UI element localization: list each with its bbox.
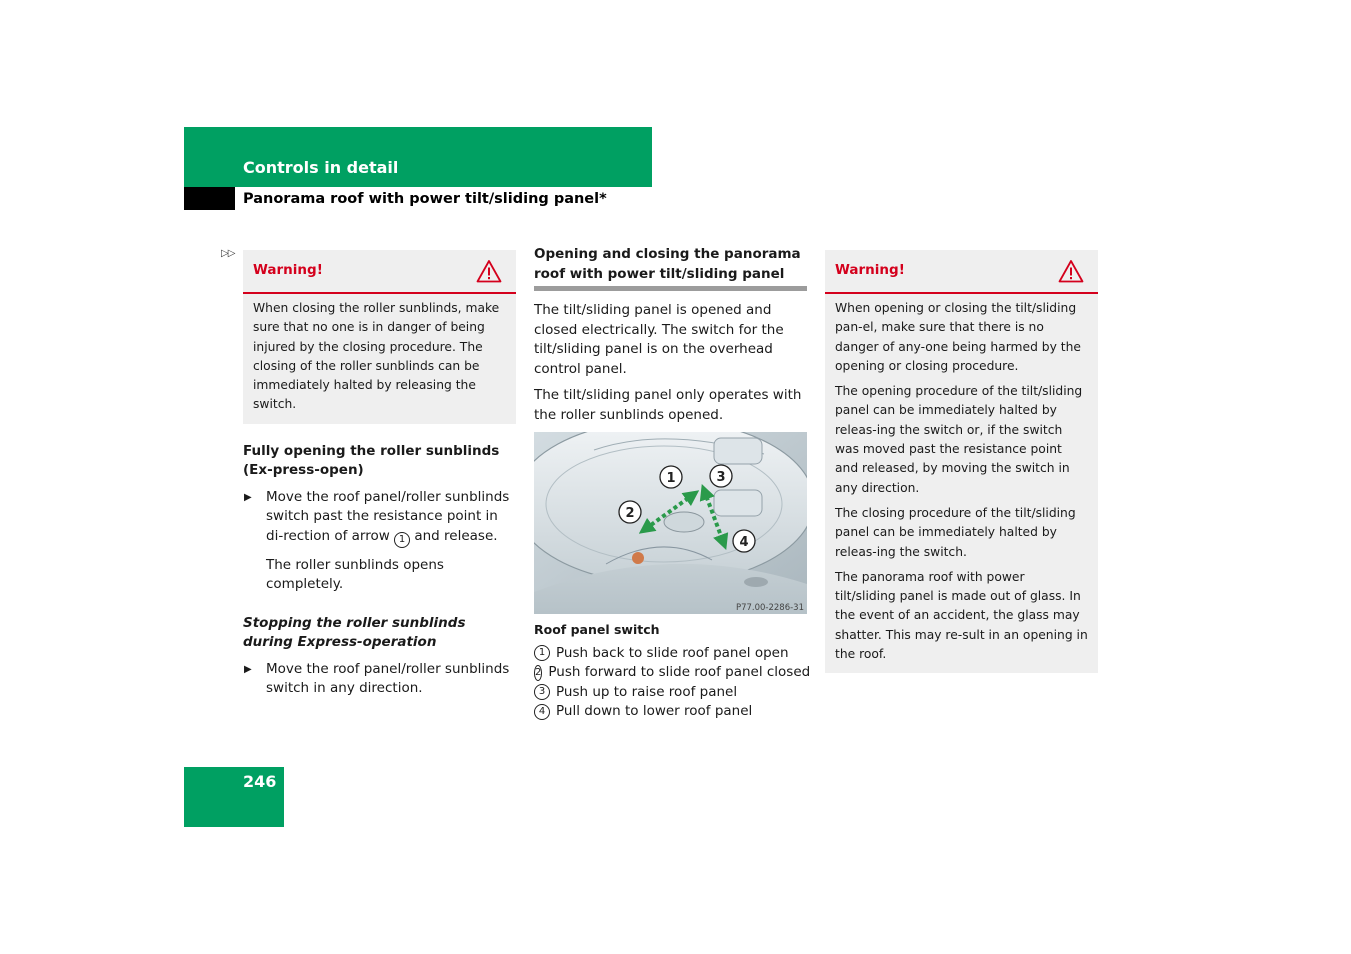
operation-paragraph: The tilt/sliding panel only operates with the roller sunblinds opened.	[534, 387, 802, 423]
callout-3-label: 3	[716, 470, 726, 485]
warning-paragraph: When closing the roller sunblinds, make sure that no one is in danger of being injured by the closing procedure. The closing of the roller sunblinds can be immediately halted by releasing the switch.	[253, 301, 500, 412]
callout-legend	[534, 644, 811, 722]
warning-triangle-icon	[476, 259, 502, 283]
page-number: 246	[243, 772, 277, 791]
middle-column	[534, 245, 811, 722]
callout-4-label: 4	[739, 535, 749, 550]
legend-number: 1	[534, 645, 550, 661]
continuation-mark: ▷▷	[221, 248, 235, 259]
warning-box-tilt-panel	[825, 250, 1098, 673]
legend-number: 4	[534, 704, 550, 720]
warning-label: Warning!	[253, 262, 323, 279]
right-column	[825, 250, 1098, 673]
stopping-heading: Stopping the roller sunblinds during Express-operation	[243, 614, 466, 651]
callout-ref-1: 1	[394, 532, 410, 548]
callout-1-label: 1	[666, 471, 676, 486]
warning-text	[825, 294, 1098, 673]
stopping-step	[243, 660, 516, 699]
roof-panel-switch-figure	[534, 432, 807, 614]
warning-header	[825, 250, 1098, 294]
express-open-result: The roller sunblinds opens completely.	[266, 556, 444, 593]
legend-item	[534, 683, 807, 703]
warning-text	[243, 294, 516, 424]
legend-text: Push back to slide roof panel open	[556, 644, 789, 661]
express-open-step	[243, 488, 516, 548]
stopping-step-text: Move the roof panel/roller sunblinds switch in any direction.	[266, 660, 510, 697]
legend-number: 3	[534, 684, 550, 700]
panorama-heading: Opening and closing the panorama roof with power tilt/sliding panel	[534, 246, 801, 282]
section-title: Controls in detail	[243, 158, 399, 177]
warning-header	[243, 250, 516, 294]
warning-triangle-icon	[1058, 259, 1084, 283]
warning-paragraph: The panorama roof with power tilt/sliding panel is made out of glass. In the event of an accident, the glass may shatter. This may re-sult in an opening in the roof.	[835, 569, 1088, 662]
legend-item	[534, 644, 807, 664]
step-bullet-icon: ▶	[244, 663, 252, 675]
warning-paragraph: The opening procedure of the tilt/sliding panel can be immediately halted by releas-ing the switch or, if the switch was moved past the resistance point and released, by moving the switch in any direction.	[835, 384, 1083, 495]
header-tab-marker	[184, 187, 235, 210]
legend-item	[534, 663, 811, 683]
legend-text: Pull down to lower roof panel	[556, 703, 753, 719]
express-open-heading: Fully opening the roller sunblinds (Ex-press-open)	[243, 442, 500, 479]
page-title: Panorama roof with power tilt/sliding panel*	[243, 191, 607, 207]
step-bullet-icon: ▶	[244, 491, 252, 503]
warning-paragraph: The closing procedure of the tilt/sliding panel can be immediately halted by releas-ing the switch.	[835, 505, 1076, 559]
header-band	[184, 127, 652, 187]
step-text-b: and release.	[410, 527, 498, 544]
figure-caption: Roof panel switch	[534, 622, 660, 637]
legend-text: Push forward to slide roof panel closed	[548, 664, 811, 680]
warning-label: Warning!	[835, 262, 905, 279]
roof-switch-illustration	[534, 432, 807, 614]
left-column	[243, 250, 516, 699]
legend-number: 2	[534, 665, 542, 681]
step-text-a: Move the roof panel/roller sunblinds switch past the resistance point in di-rection of arrow	[266, 488, 510, 544]
figure-code: P77.00-2286-31	[735, 603, 804, 613]
legend-text: Push up to raise roof panel	[556, 683, 738, 700]
intro-paragraph: The tilt/sliding panel is opened and closed electrically. The switch for the tilt/sliding panel is on the overhead control panel.	[534, 302, 784, 377]
legend-item	[534, 702, 807, 722]
callout-2-label: 2	[625, 506, 635, 521]
warning-paragraph: When opening or closing the tilt/sliding pan-el, make sure that there is no danger of any-one being harmed by the opening or closing procedure.	[835, 301, 1081, 373]
warning-box-sunblinds	[243, 250, 516, 424]
